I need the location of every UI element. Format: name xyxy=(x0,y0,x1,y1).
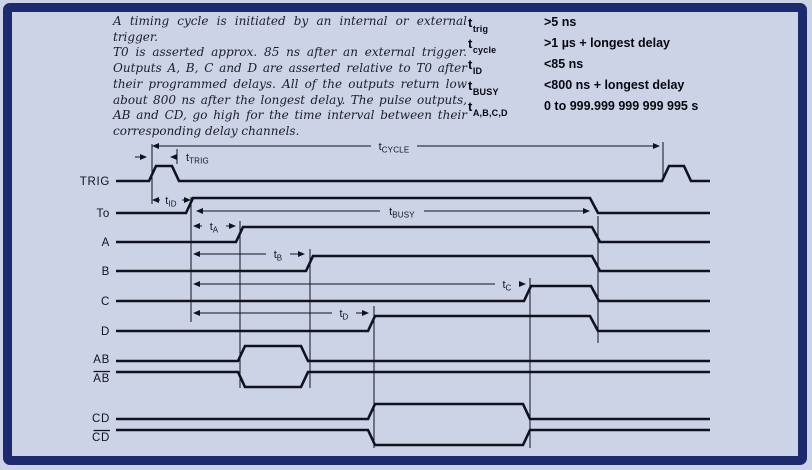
parameter-value: <800 ns + longest delay xyxy=(544,78,685,93)
signal-wave-c xyxy=(116,286,710,301)
signal-wave-cd xyxy=(116,404,710,419)
signal-label: To xyxy=(96,208,110,220)
parameter-symbol: $t_{A,B,C,D}$ xyxy=(468,99,508,118)
signal-label: D xyxy=(100,326,110,338)
arrowhead-right xyxy=(583,208,590,214)
signal-label: CD xyxy=(91,432,110,444)
signal-label: AB xyxy=(93,373,110,385)
description-line: AB and CD, go high for the time interval between their xyxy=(113,108,467,123)
parameter-symbol: $t_{cycle}$ xyxy=(468,36,497,55)
parameter-symbol: $t_{BUSY}$ xyxy=(468,78,499,97)
signal-label: TRIG xyxy=(79,176,110,188)
dimension-label: $t_{ID}$ xyxy=(165,195,177,209)
description-line: Outputs A, B, C and D are asserted relative to T0 after xyxy=(113,61,467,76)
description-line: A timing cycle is initiated by an internal or external trigger. xyxy=(113,14,467,44)
arrowhead-right xyxy=(298,251,305,257)
description-line: corresponding delay channels. xyxy=(113,123,300,138)
arrowhead-left xyxy=(152,197,159,203)
arrowhead-left xyxy=(193,281,200,287)
signal-label: B xyxy=(101,266,110,278)
description-line: T0 is asserted approx. 85 ns after an external trigger. xyxy=(113,45,467,60)
arrowhead-right xyxy=(362,310,369,316)
signal-label: A xyxy=(101,237,110,249)
arrowhead-left xyxy=(193,310,200,316)
parameter-value: 0 to 999.999 999 999 995 s xyxy=(544,99,699,114)
description-line: about 800 ns after the longest delay. The pulse outputs, xyxy=(113,92,467,107)
signal-wave-d xyxy=(116,316,710,331)
signal-wave-ab xyxy=(116,346,710,361)
signal-wave-cd-bar xyxy=(116,430,710,445)
signal-label: C xyxy=(100,296,110,308)
signal-wave-trig xyxy=(116,166,710,181)
arrowhead-left xyxy=(193,251,200,257)
signal-wave-a xyxy=(116,227,710,242)
parameter-symbol: $t_{trig}$ xyxy=(468,15,489,34)
signal-label: CD xyxy=(91,413,110,425)
signal-wave-ab-bar xyxy=(116,372,710,387)
arrowhead-right xyxy=(140,154,147,160)
dimension-label: $t_{TRIG}$ xyxy=(186,152,209,166)
arrowhead-right xyxy=(519,281,526,287)
arrowhead-right xyxy=(229,223,236,229)
arrowhead-left xyxy=(170,154,177,160)
dimension-label: $t_{BUSY}$ xyxy=(389,206,415,220)
signal-wave-b xyxy=(116,256,710,271)
arrowhead-right xyxy=(653,143,660,149)
arrowhead-left xyxy=(193,223,200,229)
arrowhead-left xyxy=(152,143,159,149)
parameter-value: <85 ns xyxy=(544,57,584,72)
parameter-value: >1 µs + longest delay xyxy=(544,36,671,51)
dimension-label: $t_C$ xyxy=(502,279,512,293)
dimension-label: $t_A$ xyxy=(209,221,219,235)
dimension-label: $t_D$ xyxy=(339,308,349,322)
signal-label: AB xyxy=(93,354,110,366)
parameter-symbol: $t_{ID}$ xyxy=(468,57,483,76)
dimension-label: $t_B$ xyxy=(273,249,283,263)
description-line: their programmed delays. All of the outputs return low xyxy=(113,76,467,91)
arrowhead-left xyxy=(196,208,203,214)
parameter-value: >5 ns xyxy=(544,15,577,29)
dimension-label: $t_{CYCLE}$ xyxy=(378,141,410,155)
